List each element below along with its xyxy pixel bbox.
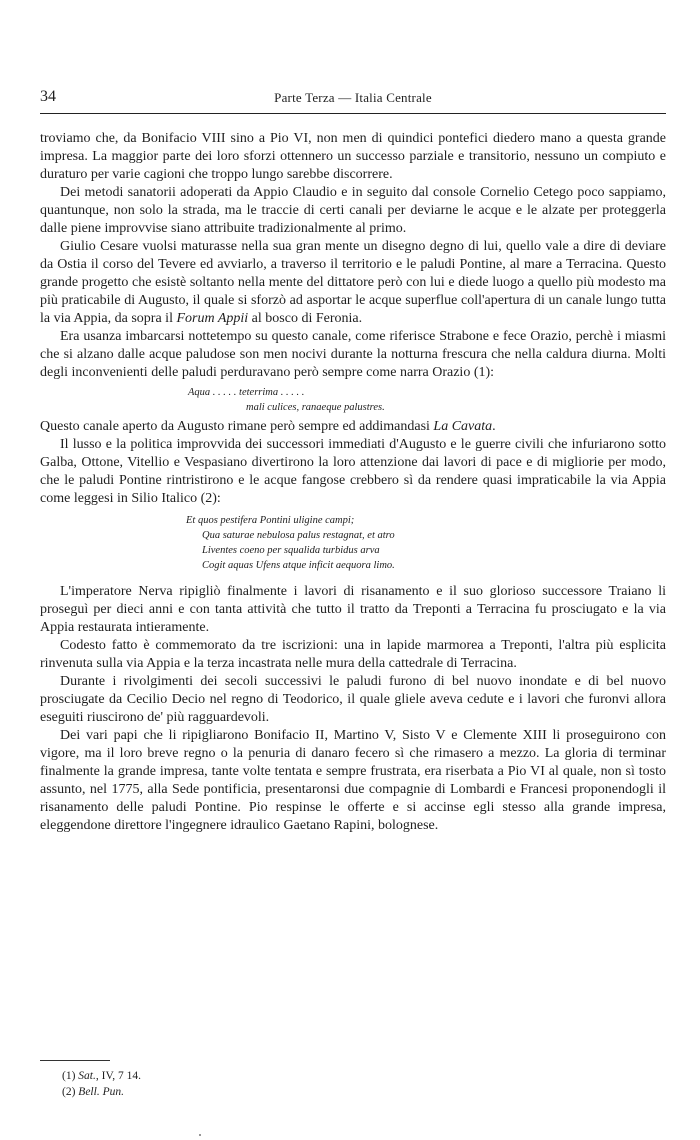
- paragraph-5-tail: .: [492, 419, 496, 434]
- footnote-2: [62, 1084, 141, 1100]
- paragraph-1: troviamo che, da Bonifacio VIII sino a Pio VI, non men di quindici pontefici diedero mano a questa grande impresa. La maggior parte dei loro sforzi ottennero un successo parziale e transitorio, nessuno un compiuto e duraturo per varie cagioni che troppo lungo sarebbe discorrere.: [40, 131, 666, 182]
- paragraph-3-text: Giulio Cesare vuolsi maturasse nella sua gran mente un disegno degno di lui, quello vale a dire di deviare da Ostia il corso del Tevere ed avviarlo, a traverso il territorio e le paludi Pontine, al mare a Terracina. Questo grande progetto che esistè soltanto nella mente del dittatore però con lui e diede luogo a quello più modesto ma più praticabile di Augusto, il quale si sforzò ad asportar le acque superflue coll'apertura di un canale lungo tutta la via Appia, da sopra il: [40, 239, 666, 326]
- paragraph-10: Dei vari papi che li ripigliarono Bonifacio II, Martino V, Sisto V e Clemente XIII li proseguirono con vigore, ma il loro breve regno o la penuria di danaro fecero sì che rimasero a mezzo. La gloria di terminar finalmente la grande impresa, tante volte tentata e sempre frustrata, era riserbata a Pio VI al quale, non sì tosto assunto, nel 1775, alla Sede pontificia, presentaronsi due compagnie di Lombardi e Francesi proponendogli il risanamento delle paludi Pontine. Pio respinse le offerte e si accinse egli stesso alla grande impresa, eleggendone direttore l'ingegnere idraulico Gaetano Rapini, bolognese.: [40, 728, 666, 833]
- verse-silius-line-3: Liventes coeno per squalida turbidus arva: [202, 545, 380, 556]
- paragraph-3-tail: al bosco di Feronia.: [248, 311, 363, 326]
- footnote-2-mark: (2): [62, 1086, 79, 1098]
- verse-horace: [40, 385, 666, 415]
- paragraph-8: Codesto fatto è commemorato da tre iscrizioni: una in lapide marmorea a Treponti, l'altra più esplicita rinvenuta sulla via Appia e la terza incastrata nelle mura della cattedrale di Terracina.: [40, 638, 666, 671]
- paragraph-5: [40, 418, 666, 436]
- paragraph-9: Durante i rivolgimenti dei secoli successivi le paludi furono di bel nuovo inondate e di bel nuovo prosciugate da Cecilio Decio nel regno di Teodorico, il quale gliele aveva cedute e i lavori che furonvi allora eseguiti riuscirono de' più ragguardevoli.: [40, 674, 666, 725]
- page-number: 34: [40, 88, 56, 105]
- paragraph-4: Era usanza imbarcarsi nottetempo su questo canale, come riferisce Strabone e fece Orazio, perchè i miasmi che si alzano dalle acque paludose son men nocivi durante la notturna frescura che nella caldura diurna. Molti degli inconvenienti delle paludi perduravano però sempre come narra Orazio (1):: [40, 329, 666, 380]
- verse-silius: [40, 513, 666, 573]
- paragraph-5-text: Questo canale aperto da Augusto rimane però sempre ed addimandasi: [40, 419, 434, 434]
- la-cavata-italic: La Cavata: [433, 419, 493, 434]
- header-rule: [40, 113, 666, 114]
- footnote-2-ref: Bell. Pun.: [78, 1086, 124, 1098]
- paragraph-7: L'imperatore Nerva ripigliò finalmente i lavori di risanamento e il suo glorioso successore Traiano li proseguì per dieci anni e con tanta attività che tutto il tratto da Treponti a Terracina fu prosciugato e la via Appia restaurata intieramente.: [40, 584, 666, 635]
- forum-appii-italic: Forum Appii: [176, 311, 249, 326]
- verse-silius-line-2: Qua saturae nebulosa palus restagnat, et atro: [202, 530, 395, 541]
- footnote-1-mark: (1): [62, 1070, 79, 1082]
- footnote-1-ref: Sat.: [78, 1070, 96, 1082]
- verse-silius-line-1: Et quos pestifera Pontini uligine campi;: [186, 515, 355, 526]
- paragraph-3: [40, 238, 666, 328]
- footnote-1: [62, 1068, 141, 1084]
- paper-speck: [199, 1134, 201, 1136]
- paragraph-6: Il lusso e la politica improvvida dei successori immediati d'Augusto e le guerre civili che infuriarono sotto Galba, Ottone, Vitellio e Vespasiano divertirono la loro attenzione dai lavori di pace e di migliorie per modo, che le paludi Pontine rintristirono e le acque fangose crebbero sì da rendere quasi impraticabile la via Appia come leggesi in Silio Italico (2):: [40, 437, 666, 506]
- footnotes: [62, 1068, 141, 1100]
- verse-silius-line-4: Cogit aquas Ufens atque inficit aequora limo.: [202, 560, 395, 571]
- footnote-1-rest: , IV, 7 14.: [95, 1070, 142, 1082]
- verse-horace-line-2: mali culices, ranaeque palustres.: [246, 402, 385, 413]
- verse-horace-line-1: Aqua . . . . . teterrima . . . . .: [188, 387, 305, 398]
- body-text: [40, 130, 666, 835]
- footnote-rule: [40, 1060, 110, 1061]
- running-head: Parte Terza — Italia Centrale: [274, 90, 432, 105]
- paragraph-2: Dei metodi sanatorii adoperati da Appio Claudio e in seguito dal console Cornelio Cetego poco sappiamo, quantunque, non solo la strada, ma le traccie di certi canali per deviarne le acque e le alzate per proteggerla dalle piene improvvise siano attribuite tradizionalmente al primo.: [40, 185, 666, 236]
- page-header: [40, 88, 666, 110]
